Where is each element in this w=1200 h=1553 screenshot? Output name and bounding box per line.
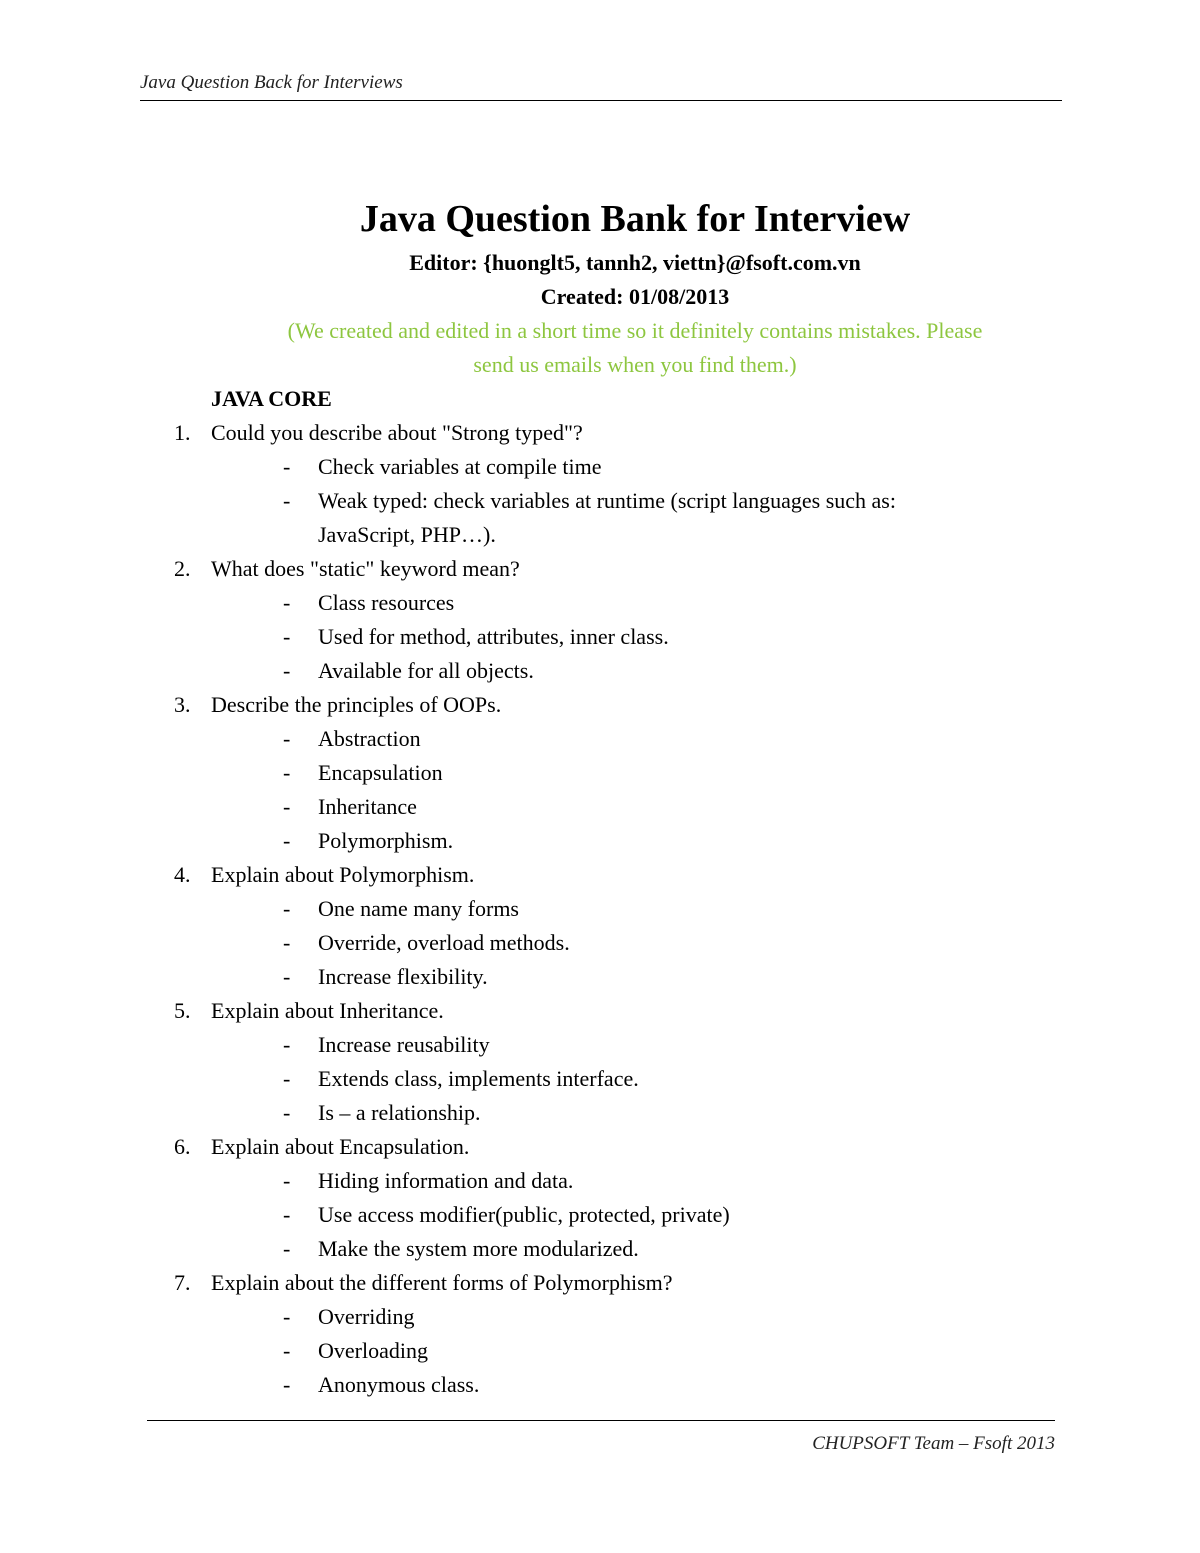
question-number: 7. (174, 1270, 191, 1295)
question-number: 3. (174, 692, 191, 717)
bullet-marker: - (283, 1032, 291, 1057)
bullet-text: Polymorphism. (318, 828, 454, 853)
answer-bullet (0, 892, 1200, 926)
question-item (0, 688, 1200, 722)
question-list (0, 382, 1200, 1402)
question-item (0, 1266, 1200, 1300)
bullet-marker: - (283, 794, 291, 819)
answer-bullet (0, 450, 1200, 484)
bullet-text: Overloading (318, 1338, 428, 1363)
bullet-text: Used for method, attributes, inner class. (318, 624, 669, 649)
bullet-text: Override, overload methods. (318, 930, 570, 955)
bullet-text: Check variables at compile time (318, 454, 602, 479)
bullet-marker: - (283, 1168, 291, 1193)
bullet-text: Increase flexibility. (318, 964, 488, 989)
question-text: Explain about Encapsulation. (211, 1134, 470, 1159)
bullet-text: Class resources (318, 590, 455, 615)
bullet-marker: - (283, 590, 291, 615)
footer-credit: CHUPSOFT Team – Fsoft 2013 (812, 1433, 1055, 1454)
question-item (0, 552, 1200, 586)
bullet-text: Use access modifier(public, protected, private) (318, 1202, 730, 1227)
bullet-marker: - (283, 488, 291, 513)
bullet-marker: - (283, 1304, 291, 1329)
answer-bullet (0, 960, 1200, 994)
bullet-marker: - (283, 726, 291, 751)
answer-bullet (0, 1334, 1200, 1368)
title-block (140, 196, 1130, 382)
bullet-marker: - (283, 1066, 291, 1091)
bullet-marker: - (283, 1338, 291, 1363)
bullet-marker: - (283, 658, 291, 683)
answer-bullet (0, 1028, 1200, 1062)
answer-bullet (0, 1096, 1200, 1130)
bullet-text: Anonymous class. (318, 1372, 480, 1397)
bullet-text: Hiding information and data. (318, 1168, 574, 1193)
page-footer (147, 1420, 1055, 1461)
bullet-text: Encapsulation (318, 760, 443, 785)
editor-line: Editor: {huonglt5, tannh2, viettn}@fsoft.com.vn (409, 250, 861, 275)
answer-bullet (0, 1062, 1200, 1096)
answer-bullet (0, 1368, 1200, 1402)
answer-bullet (0, 926, 1200, 960)
bullet-text: Available for all objects. (318, 658, 534, 683)
running-header-title: Java Question Back for Interviews (140, 72, 403, 93)
question-item (0, 416, 1200, 450)
bullet-text: Overriding (318, 1304, 415, 1329)
question-text: Explain about the different forms of Polymorphism? (211, 1270, 673, 1295)
answer-bullet (0, 824, 1200, 858)
bullet-marker: - (283, 624, 291, 649)
question-item (0, 858, 1200, 892)
bullet-marker: - (283, 930, 291, 955)
bullet-marker: - (283, 454, 291, 479)
bullet-text: Make the system more modularized. (318, 1236, 639, 1261)
bullet-marker: - (283, 760, 291, 785)
answer-bullet (0, 790, 1200, 824)
question-number: 2. (174, 556, 191, 581)
disclaimer-note-line-2: send us emails when you find them.) (473, 352, 797, 377)
question-number: 6. (174, 1134, 191, 1159)
bullet-marker: - (283, 1372, 291, 1397)
answer-bullet (0, 620, 1200, 654)
answer-bullet (0, 722, 1200, 756)
bullet-marker: - (283, 1100, 291, 1125)
created-date: Created: 01/08/2013 (540, 284, 730, 309)
answer-bullet (0, 1198, 1200, 1232)
bullet-text: Weak typed: check variables at runtime (script languages such as: JavaScript, PHP…). (318, 488, 896, 547)
question-item (0, 1130, 1200, 1164)
question-item (0, 994, 1200, 1028)
answer-bullet (0, 586, 1200, 620)
question-number: 1. (174, 420, 191, 445)
bullet-marker: - (283, 964, 291, 989)
answer-bullet (0, 654, 1200, 688)
bullet-marker: - (283, 1202, 291, 1227)
bullet-marker: - (283, 896, 291, 921)
answer-bullet (0, 484, 1200, 552)
question-text: Explain about Inheritance. (211, 998, 444, 1023)
bullet-text: Abstraction (318, 726, 421, 751)
section-heading: JAVA CORE (211, 386, 332, 411)
bullet-text: One name many forms (318, 896, 519, 921)
document-title: Java Question Bank for Interview (359, 198, 911, 240)
bullet-marker: - (283, 1236, 291, 1261)
question-number: 5. (174, 998, 191, 1023)
bullet-text: Extends class, implements interface. (318, 1066, 639, 1091)
answer-bullet (0, 1232, 1200, 1266)
question-text: What does "static" keyword mean? (211, 556, 520, 581)
answer-bullet (0, 756, 1200, 790)
bullet-marker: - (283, 828, 291, 853)
disclaimer-note-line-1: (We created and edited in a short time so it definitely contains mistakes. Please (287, 318, 983, 343)
question-text: Describe the principles of OOPs. (211, 692, 502, 717)
bullet-text: Inheritance (318, 794, 417, 819)
answer-bullet (0, 1300, 1200, 1334)
question-text: Could you describe about "Strong typed"? (211, 420, 583, 445)
page-header (140, 72, 1062, 101)
question-text: Explain about Polymorphism. (211, 862, 475, 887)
answer-bullet (0, 1164, 1200, 1198)
bullet-text: Is – a relationship. (318, 1100, 481, 1125)
question-number: 4. (174, 862, 191, 887)
bullet-text: Increase reusability (318, 1032, 490, 1057)
